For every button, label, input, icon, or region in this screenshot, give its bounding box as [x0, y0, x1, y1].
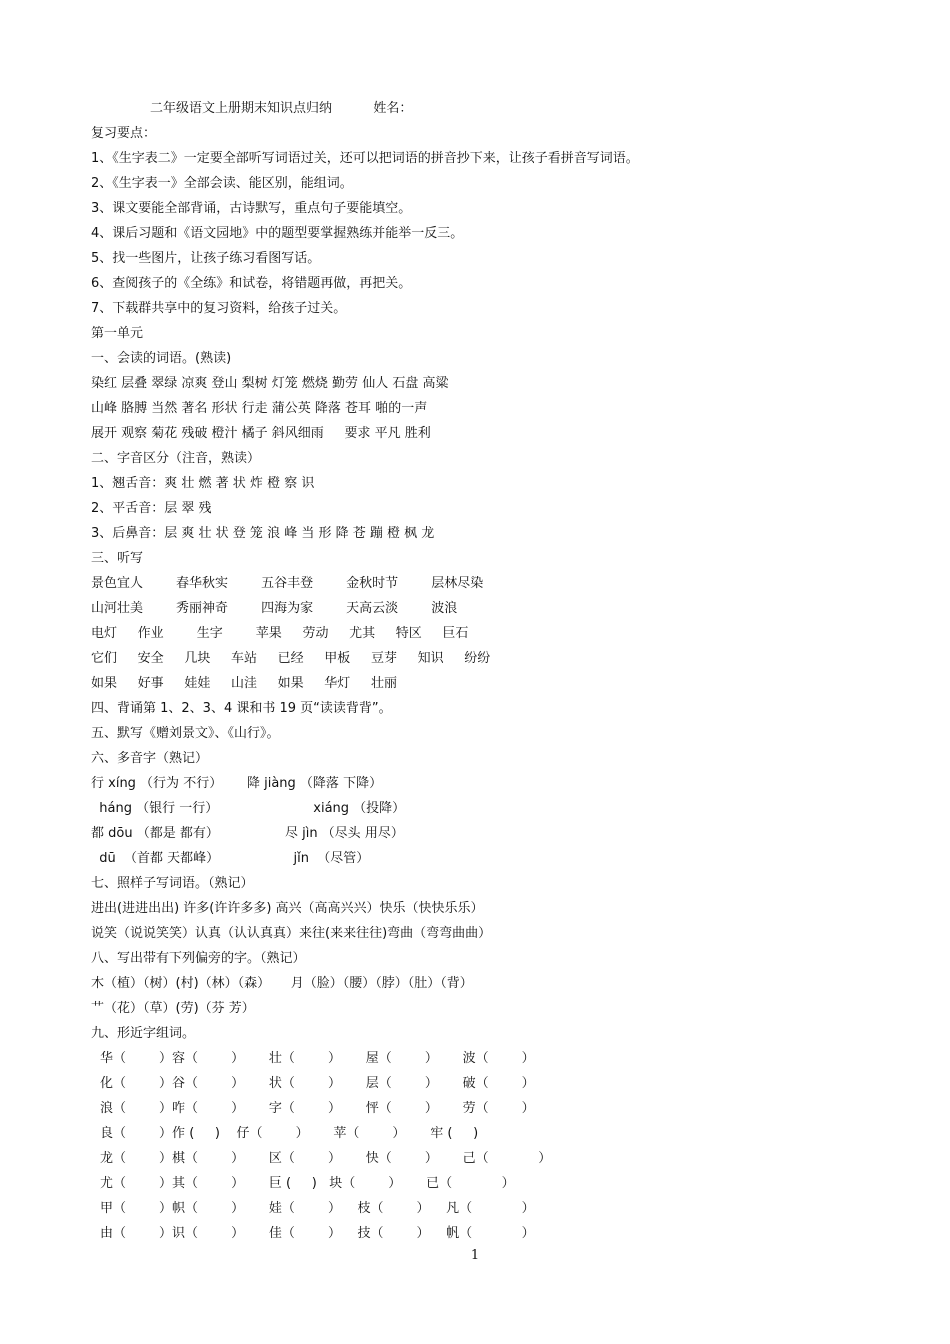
- pattern-line: 进出(进进出出) 许多(许许多多) 高兴（高高兴兴）快乐（快快乐乐）: [91, 901, 484, 916]
- review-item: 4、课后习题和《语文园地》中的题型要掌握熟练并能举一反三。: [91, 226, 464, 241]
- sound-line: 2、平舌音：层 翠 残: [91, 501, 212, 516]
- section-heading: 七、照样子写词语。（熟记）: [91, 876, 254, 891]
- name-label: 姓名：: [373, 101, 413, 116]
- section-heading: 二、字音区分（注音，熟读）: [91, 451, 261, 466]
- doc-title: [150, 100, 412, 118]
- similar-char-row: 良（ ）作 ( ) 仔（ ） 苹（ ） 牢 ( ): [100, 1126, 479, 1141]
- review-item: 2、《生字表一》全部会读、能区别，能组词。: [91, 176, 353, 191]
- polyphone-line: háng （银行 一行） xiáng （投降）: [91, 801, 406, 816]
- dictation-line: 电灯 作业 生字 苹果 劳动 尤其 特区 巨石: [91, 626, 469, 641]
- word-line: 展开 观察 菊花 残破 橙汁 橘子 斜风细雨 要求 平凡 胜利: [91, 426, 431, 441]
- polyphone-line: 行 xíng （行为 不行） 降 jiàng （降落 下降）: [91, 776, 383, 791]
- similar-char-row: 甲（ ）帜（ ） 娃（ ） 枝（ ） 凡（ ）: [100, 1201, 535, 1216]
- section-heading: 八、写出带有下列偏旁的字。（熟记）: [91, 951, 306, 966]
- similar-char-row: 华（ ）容（ ） 壮（ ） 屋（ ） 波（ ）: [100, 1051, 535, 1066]
- review-item: 1、《生字表二》一定要全部听写词语过关，还可以把词语的拼音抄下来，让孩子看拼音写词语。: [91, 151, 639, 166]
- similar-char-row: 浪（ ）咋（ ） 字（ ） 怦（ ） 劳（ ）: [100, 1101, 535, 1116]
- radical-line: 木（植）（树）(村)（林）（森） 月（脸）（腰）（脖）（肚）（背）: [91, 976, 473, 991]
- dictation-line: 它们 安全 几块 车站 已经 甲板 豆芽 知识 纷纷: [91, 651, 491, 666]
- section-heading: 三、听写: [91, 551, 144, 566]
- section-heading: 四、背诵第 1、2、3、4 课和书 19 页“读读背背”。: [91, 701, 392, 716]
- section-heading: 六、多音字（熟记）: [91, 751, 209, 766]
- review-item: 7、下载群共享中的复习资料，给孩子过关。: [91, 301, 347, 316]
- dictation-line: 如果 好事 娃娃 山洼 如果 华灯 壮丽: [91, 676, 397, 691]
- sound-line: 3、后鼻音：层 爽 壮 状 登 笼 浪 峰 当 形 降 苍 蹦 橙 枫 龙: [91, 526, 435, 541]
- review-heading: 复习要点：: [91, 126, 157, 141]
- section-heading: 九、形近字组词。: [91, 1026, 196, 1041]
- review-item: 5、找一些图片，让孩子练习看图写话。: [91, 251, 321, 266]
- word-line: 山峰 胳膊 当然 著名 形状 行走 蒲公英 降落 苍耳 啪的一声: [91, 401, 428, 416]
- section-heading: 一、会读的词语。(熟读): [91, 351, 232, 366]
- radical-line: 艹（花）（草）(劳)（芬 芳）: [91, 1001, 255, 1016]
- similar-char-row: 由（ ）识（ ） 佳（ ） 技（ ） 帆（ ）: [100, 1226, 535, 1241]
- title-text: 二年级语文上册期末知识点归纳: [150, 101, 333, 116]
- review-item: 6、查阅孩子的《全练》和试卷，将错题再做，再把关。: [91, 276, 412, 291]
- unit-heading: 第一单元: [91, 326, 144, 341]
- polyphone-line: 都 dōu （都是 都有） 尽 jìn （尽头 用尽）: [91, 826, 404, 841]
- pattern-line: 说笑（说说笑笑）认真（认认真真）来往(来来往往)弯曲（弯弯曲曲）: [91, 926, 492, 941]
- similar-char-row: 化（ ）谷（ ） 状（ ） 层（ ） 破（ ）: [100, 1076, 535, 1091]
- sound-line: 1、翘舌音：爽 壮 燃 著 状 炸 橙 察 识: [91, 476, 315, 491]
- dictation-line: 山河壮美 秀丽神奇 四海为家 天高云淡 波浪: [91, 601, 458, 616]
- page-number: 1: [470, 1248, 480, 1263]
- similar-char-row: 尤（ ）其（ ） 巨 ( ) 块（ ） 已（ ）: [100, 1176, 515, 1191]
- word-line: 染红 层叠 翠绿 凉爽 登山 梨树 灯笼 燃烧 勤劳 仙人 石盘 高粱: [91, 376, 449, 391]
- dictation-line: 景色宜人 春华秋实 五谷丰登 金秋时节 层林尽染: [91, 576, 484, 591]
- polyphone-line: dū （首都 天都峰） jǐn （尽管）: [91, 851, 370, 866]
- section-heading: 五、默写《赠刘景文》、《山行》。: [91, 726, 280, 741]
- similar-char-row: 龙（ ）棋（ ） 区（ ） 快（ ） 己（ ）: [100, 1151, 552, 1166]
- review-item: 3、课文要能全部背诵，古诗默写，重点句子要能填空。: [91, 201, 412, 216]
